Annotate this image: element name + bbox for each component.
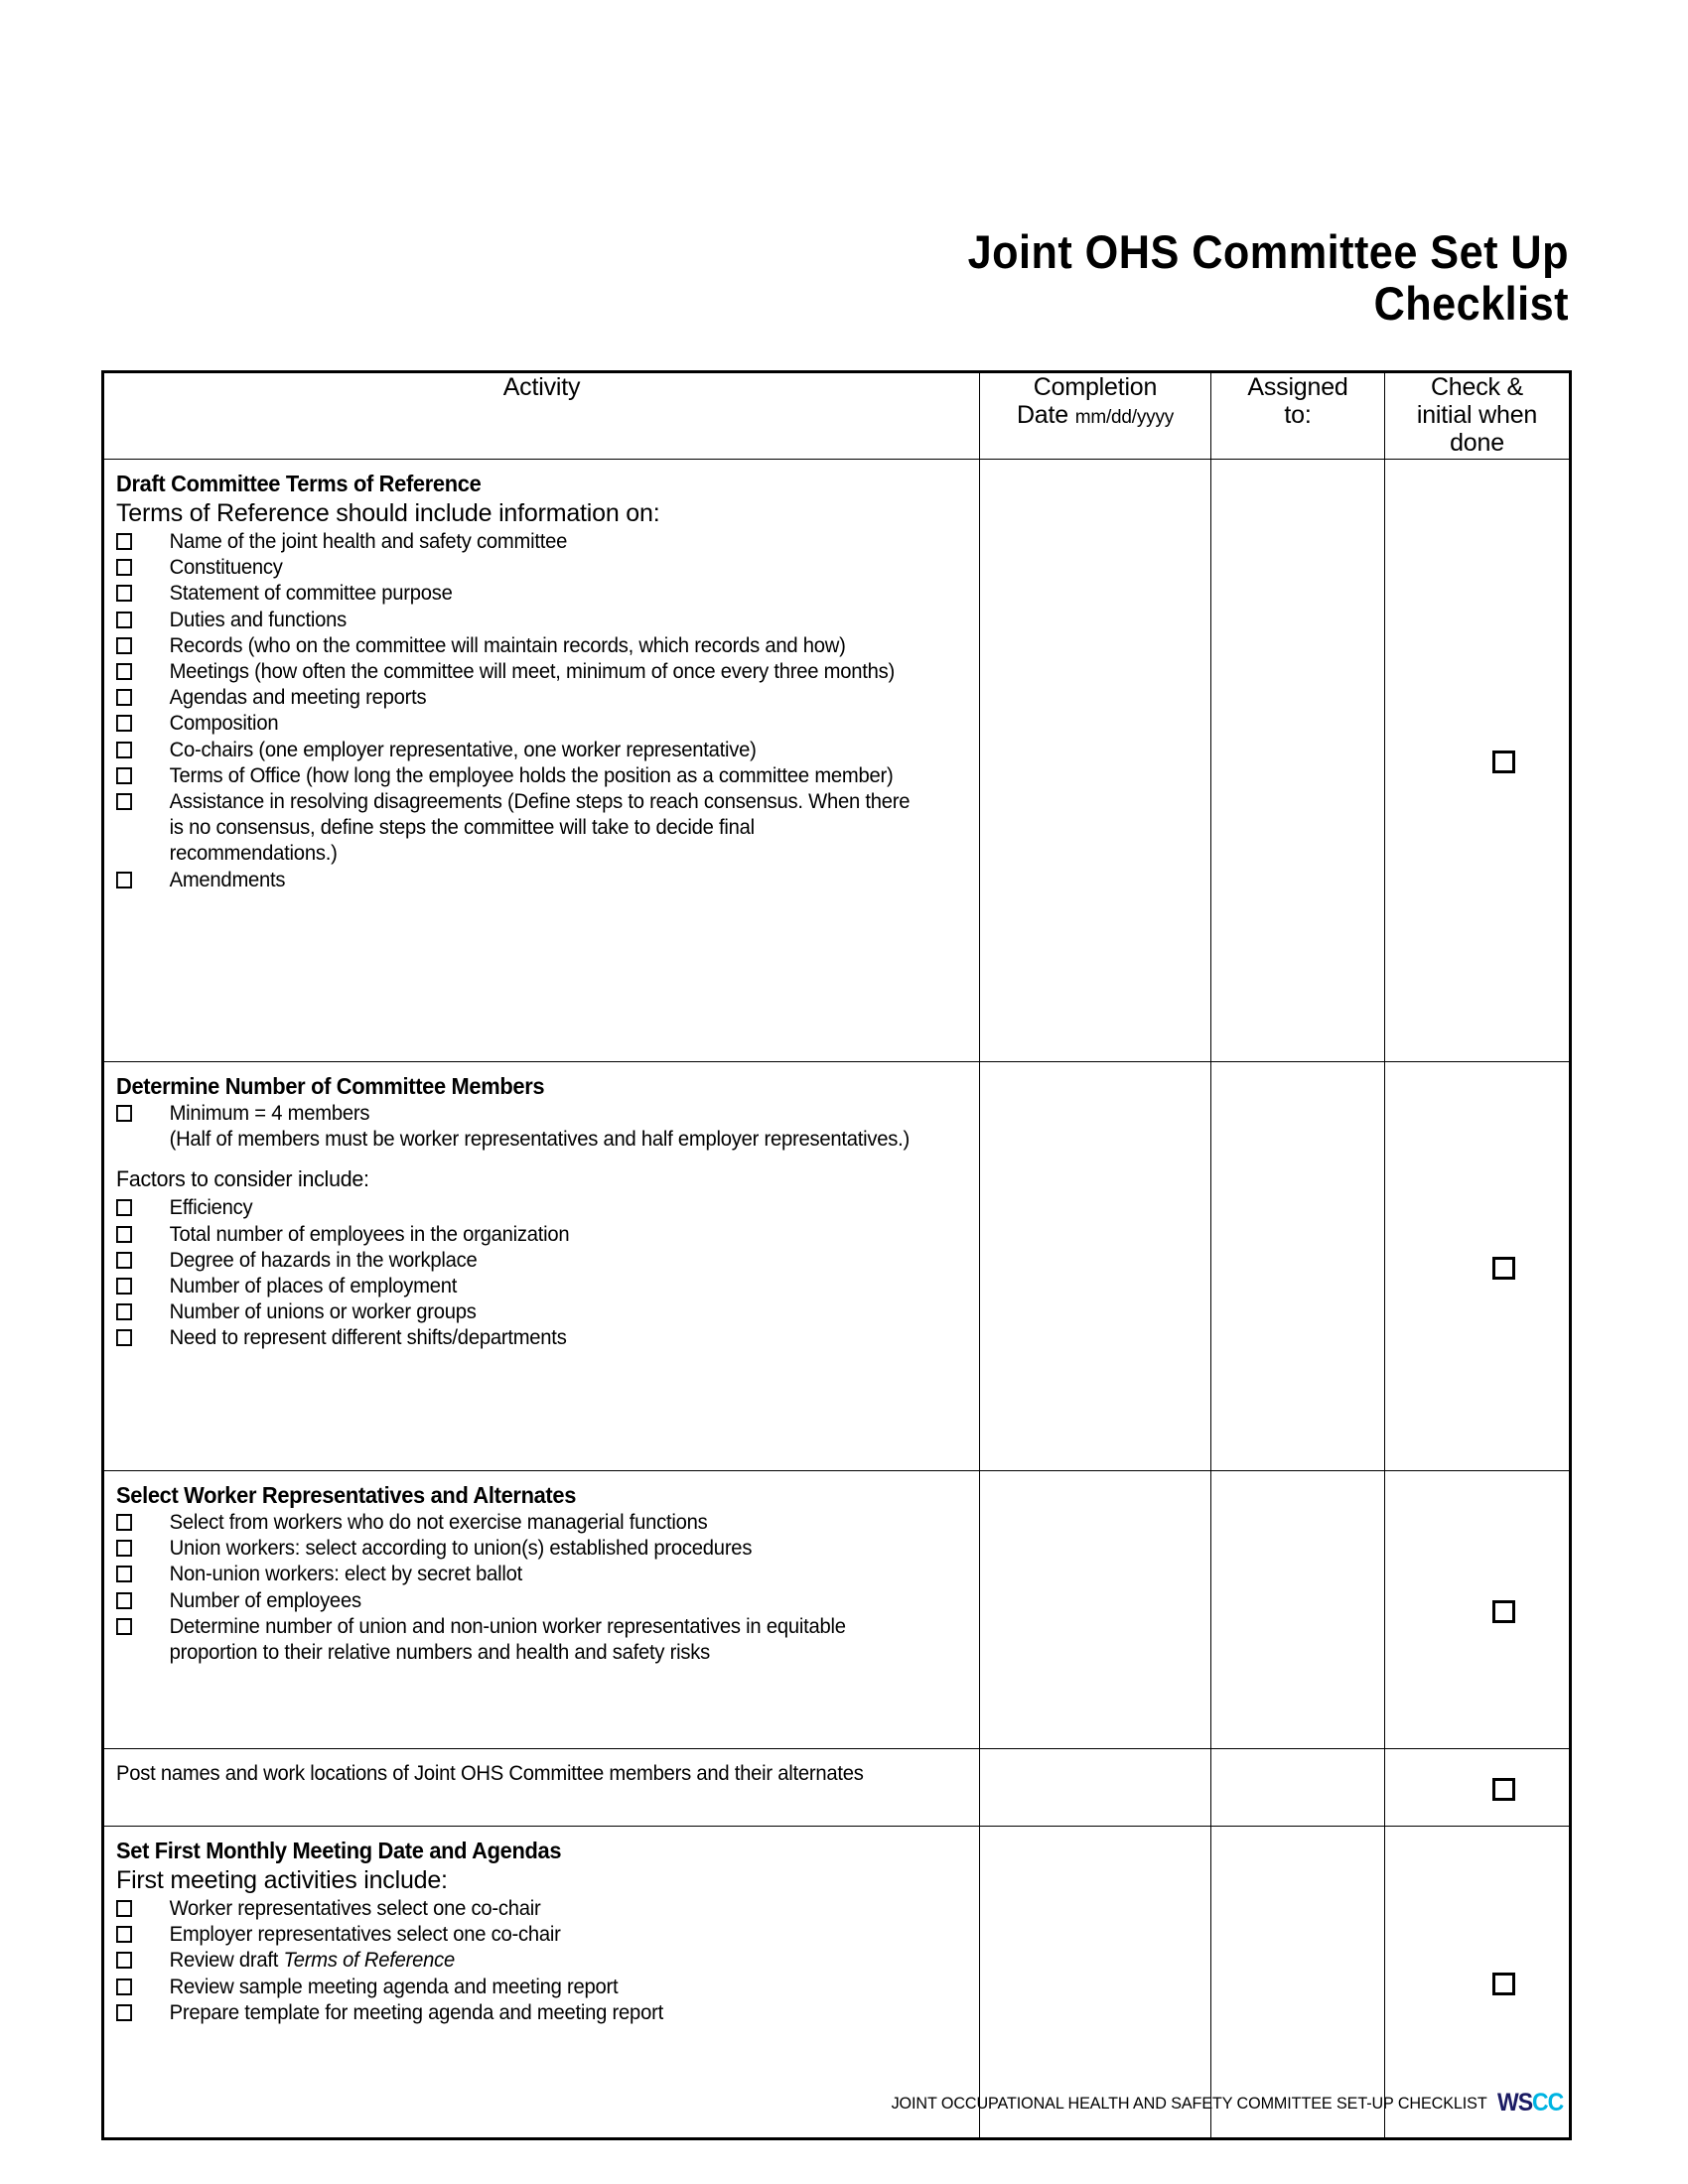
completion-date-cell[interactable] — [980, 460, 1211, 1062]
checkbox-icon[interactable] — [116, 793, 132, 810]
checklist-item-label: Assistance in resolving disagreements (Define steps to reach consensus. When there is no consensus, define steps the committee will take to decide final recommendations.) — [169, 789, 911, 866]
checklist-item-label: Statement of committee purpose — [169, 581, 453, 606]
assigned-to-cell[interactable] — [1211, 1471, 1385, 1749]
checkbox-icon[interactable] — [116, 663, 132, 680]
checkbox-icon[interactable] — [116, 1900, 132, 1917]
checklist-item — [116, 1947, 927, 1973]
checkbox-icon[interactable] — [116, 533, 132, 550]
checklist-item-label: Employer representatives select one co-chair — [169, 1922, 561, 1947]
checklist-item-label: Co-chairs (one employer representative, one worker representative) — [169, 737, 757, 761]
checklist-item — [116, 1587, 927, 1613]
checklist-item — [116, 737, 927, 762]
checklist-item — [116, 1247, 927, 1273]
checklist-item — [116, 1221, 927, 1247]
checklist-item-label: Worker representatives select one co-chair — [169, 1896, 541, 1920]
checklist-item — [116, 788, 927, 867]
assigned-to-cell[interactable] — [1211, 1749, 1385, 1827]
checkbox-icon[interactable] — [116, 1979, 132, 1995]
checkbox-icon[interactable] — [116, 1592, 132, 1609]
checklist — [116, 1100, 979, 1152]
checklist-item-label — [170, 1947, 927, 1973]
activity-cell — [103, 1749, 980, 1827]
checklist-item — [116, 1273, 927, 1298]
checklist-item — [116, 1324, 927, 1350]
table-row — [103, 460, 1571, 1062]
checklist-item-label: Need to represent different shifts/departments — [169, 1325, 567, 1350]
checklist-item — [116, 632, 927, 658]
checklist-item — [116, 762, 927, 788]
checklist-item — [116, 684, 927, 710]
checklist-item-label: Select from workers who do not exercise managerial functions — [169, 1510, 708, 1534]
checkbox-icon[interactable] — [116, 715, 132, 732]
completion-checkbox-icon[interactable] — [1492, 751, 1515, 773]
checklist-item-label-italic: Terms of Reference — [283, 1948, 455, 1973]
checkbox-icon[interactable] — [116, 1514, 132, 1531]
checklist-item-label: Total number of employees in the organization — [169, 1221, 570, 1246]
checklist-item-label-text: Review draft — [169, 1948, 284, 1973]
check-initial-cell — [1385, 1749, 1571, 1827]
page-title-line-1: Joint OHS Committee Set Up — [967, 225, 1569, 278]
assigned-to-cell[interactable] — [1211, 1062, 1385, 1471]
checkbox-icon[interactable] — [116, 689, 132, 706]
checkbox-icon[interactable] — [116, 1540, 132, 1557]
checklist-item-label: Number of employees — [169, 1587, 361, 1612]
checklist-table — [101, 370, 1572, 2140]
checklist-item-label: Meetings (how often the committee will meet, minimum of once every three months) — [169, 659, 895, 684]
completion-checkbox-icon[interactable] — [1492, 1973, 1515, 1995]
checklist-item-label: Minimum = 4 members — [169, 1101, 370, 1125]
checklist-item — [116, 1100, 927, 1152]
wscc-logo-cc: CC — [1532, 2089, 1564, 2116]
checkbox-icon[interactable] — [116, 1226, 132, 1243]
checklist-item-label: Number of places of employment — [169, 1274, 458, 1298]
checkbox-icon[interactable] — [116, 1199, 132, 1216]
checklist-item — [116, 1298, 927, 1324]
section-subheading-secondary: Factors to consider include: — [116, 1166, 369, 1192]
wscc-logo — [1497, 2089, 1563, 2117]
checklist-item-label: Determine number of union and non-union worker representatives in equitable proportion to their relative numbers and health and safety risks — [169, 1613, 846, 1665]
section-heading: Draft Committee Terms of Reference — [116, 471, 482, 496]
checkbox-icon[interactable] — [116, 1926, 132, 1943]
checkbox-icon[interactable] — [116, 1618, 132, 1635]
checklist-item — [116, 1535, 927, 1561]
completion-date-cell[interactable] — [980, 1471, 1211, 1749]
table-body — [103, 460, 1571, 2139]
footer-text: JOINT OCCUPATIONAL HEALTH AND SAFETY COMMITTEE SET-UP CHECKLIST — [891, 2093, 1487, 2113]
checklist — [116, 1895, 979, 2025]
checklist-item-label: Records (who on the committee will maintain records, which records and how) — [169, 632, 846, 657]
checklist-item — [116, 580, 927, 606]
checkbox-icon[interactable] — [116, 637, 132, 654]
page-footer — [101, 2089, 1569, 2117]
check-initial-cell — [1385, 1471, 1571, 1749]
checklist-item — [116, 1999, 927, 2025]
checklist-item — [116, 607, 927, 632]
column-header-completion-date: Completion Date mm/dd/yyyy — [980, 372, 1211, 460]
checklist-item-label: Number of unions or worker groups — [169, 1299, 477, 1324]
checkbox-icon[interactable] — [116, 1105, 132, 1122]
section-subheading: First meeting activities include: — [116, 1866, 448, 1894]
checklist-item — [116, 1895, 927, 1921]
checklist — [116, 528, 979, 892]
checkbox-icon[interactable] — [116, 1952, 132, 1969]
activity-cell — [103, 1471, 980, 1749]
checkbox-icon[interactable] — [116, 742, 132, 758]
checklist-item-note: (Half of members must be worker representatives and half employer representatives.) — [169, 1127, 911, 1152]
table-row — [103, 1471, 1571, 1749]
checkbox-icon[interactable] — [116, 559, 132, 576]
section-heading: Determine Number of Committee Members — [116, 1073, 545, 1099]
checklist-item-label: Review sample meeting agenda and meeting report — [169, 1974, 619, 1998]
activity-cell — [103, 460, 980, 1062]
checkbox-icon[interactable] — [116, 1278, 132, 1295]
checklist-item-label: Agendas and meeting reports — [169, 685, 427, 710]
checklist-item-label: Composition — [169, 711, 279, 736]
checklist-item-label: Efficiency — [169, 1195, 253, 1220]
column-header-activity: Activity — [103, 372, 980, 460]
checkbox-icon[interactable] — [116, 2004, 132, 2021]
checklist-item-label: Constituency — [169, 555, 283, 580]
checklist-item-label: Terms of Office (how long the employee holds the position as a committee member) — [169, 762, 894, 787]
checklist-item — [116, 1194, 927, 1220]
checklist — [116, 1194, 979, 1350]
checklist-item-label: Amendments — [169, 867, 286, 891]
completion-checkbox-icon[interactable] — [1492, 1257, 1515, 1280]
activity-cell — [103, 1062, 980, 1471]
checkbox-icon[interactable] — [116, 1566, 132, 1582]
assigned-to-cell[interactable] — [1211, 460, 1385, 1062]
checkbox-icon[interactable] — [116, 585, 132, 602]
table-row — [103, 1749, 1571, 1827]
checklist-item — [116, 710, 927, 736]
column-header-assigned-to: Assigned to: — [1211, 372, 1385, 460]
checkbox-icon[interactable] — [116, 872, 132, 888]
wscc-logo-ws: WS — [1497, 2089, 1533, 2116]
completion-date-label: Date — [1016, 401, 1068, 429]
checklist-item-label: Non-union workers: elect by secret ballot — [169, 1562, 523, 1586]
checkbox-icon[interactable] — [116, 1252, 132, 1269]
column-header-check-initial: Check & initial when done — [1385, 372, 1571, 460]
completion-checkbox-icon[interactable] — [1492, 1600, 1515, 1623]
checklist-item-label: Union workers: select according to union(s) established procedures — [169, 1536, 753, 1561]
checklist-item — [116, 1561, 927, 1586]
completion-date-cell[interactable] — [980, 1749, 1211, 1827]
checklist-item — [116, 1921, 927, 1947]
date-format-hint: mm/dd/yyyy — [1074, 407, 1175, 428]
checklist-item — [116, 867, 927, 892]
section-subheading: Terms of Reference should include information on: — [116, 499, 660, 527]
checklist-item — [116, 1974, 927, 1999]
checkbox-icon[interactable] — [116, 612, 132, 628]
checklist — [116, 1509, 979, 1665]
check-initial-cell — [1385, 460, 1571, 1062]
check-initial-cell — [1385, 1062, 1571, 1471]
table-header-row — [103, 372, 1571, 460]
checklist-item — [116, 658, 927, 684]
checklist-item — [116, 554, 927, 580]
checklist-item — [116, 1613, 927, 1665]
checklist-item-label: Duties and functions — [169, 607, 348, 631]
checkbox-icon[interactable] — [116, 1329, 132, 1346]
checklist-item-label: Prepare template for meeting agenda and meeting report — [169, 1999, 663, 2024]
completion-date-cell[interactable] — [980, 1062, 1211, 1471]
checklist-item-label: Name of the joint health and safety committee — [169, 529, 568, 553]
page-title-line-2: Checklist — [1373, 277, 1569, 330]
table-row — [103, 1062, 1571, 1471]
checklist-item — [116, 528, 927, 554]
completion-checkbox-icon[interactable] — [1492, 1778, 1515, 1801]
checkbox-icon[interactable] — [116, 1303, 132, 1320]
section-heading: Select Worker Representatives and Alternates — [116, 1482, 577, 1508]
activity-text: Post names and work locations of Joint OHS Committee members and their alternates — [116, 1761, 864, 1785]
checklist-item — [116, 1509, 927, 1535]
checkbox-icon[interactable] — [116, 767, 132, 784]
section-heading: Set First Monthly Meeting Date and Agendas — [116, 1838, 562, 1863]
checklist-item-label: Degree of hazards in the workplace — [169, 1247, 478, 1272]
page-title — [101, 226, 1569, 330]
